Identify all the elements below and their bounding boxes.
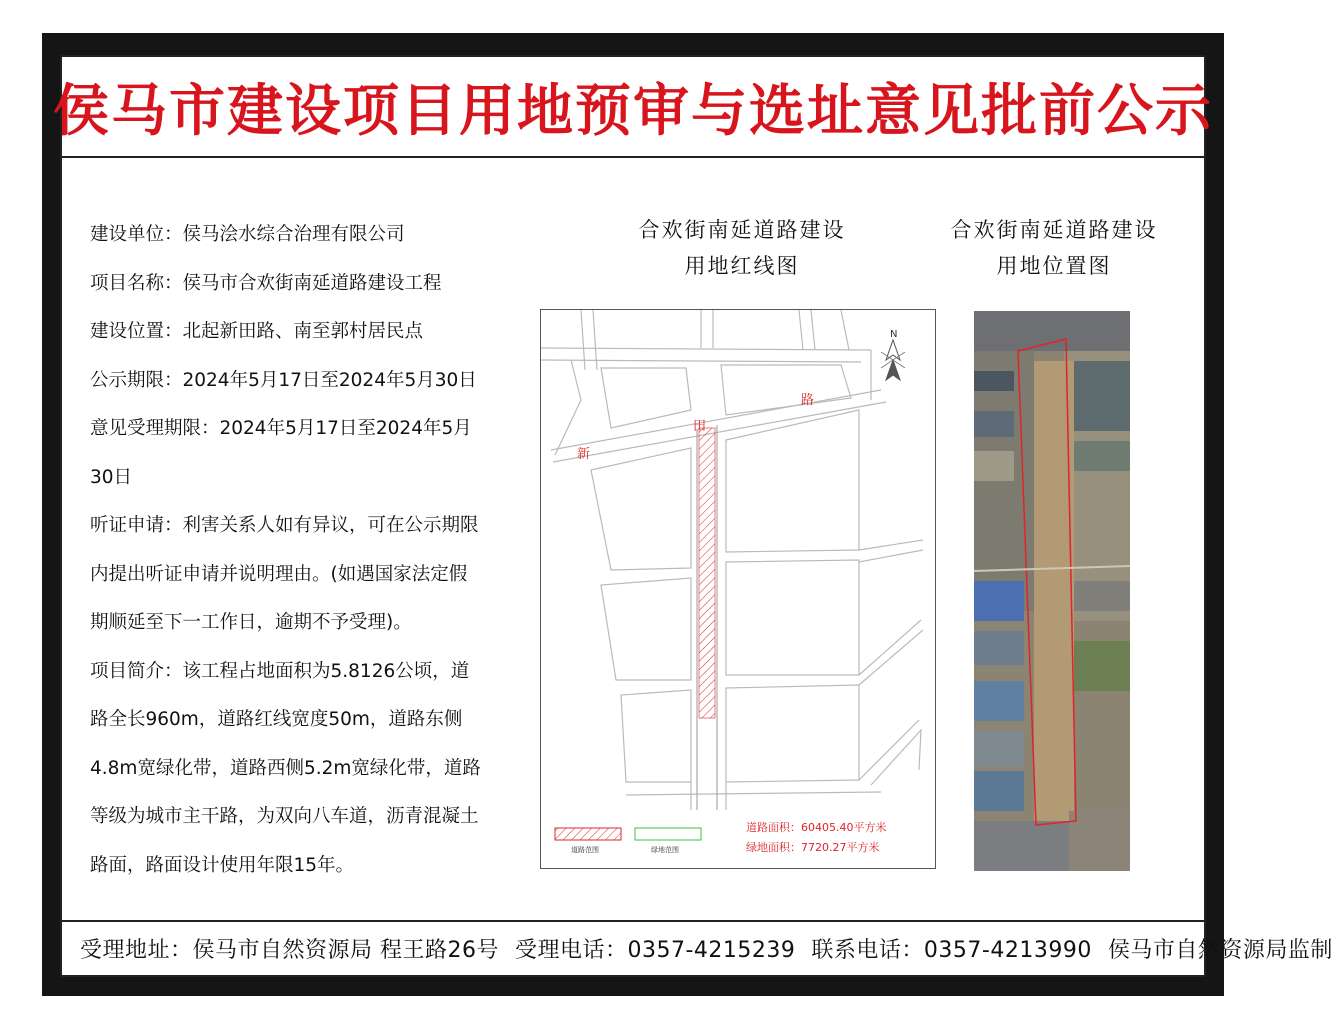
map-legend: [555, 820, 887, 854]
legend-road-swatch: [555, 828, 621, 840]
footer-contact: 联系电话：0357-4213990: [811, 938, 1092, 963]
road-label-lu: 路: [801, 393, 815, 408]
summary-line4: 等级为城市主干路，为双向八车道，沥青混凝土: [90, 806, 479, 827]
road-label-tian: 田: [693, 419, 707, 434]
legend-green-swatch: [635, 828, 701, 840]
project-info: [90, 211, 540, 890]
satellite-image: [974, 311, 1130, 871]
redline-map: [540, 309, 936, 869]
page-title: 侯马市建设项目用地预审与选址意见批前公示: [53, 78, 1213, 144]
road-area-text: 道路面积：60405.40平方米: [746, 821, 887, 834]
redline-map-drawing: [541, 310, 937, 870]
road-corridor: [697, 425, 717, 810]
location-map-title-line2: 用地位置图: [996, 254, 1112, 278]
project-name: 项目名称：侯马市合欢街南延道路建设工程: [90, 272, 442, 294]
road-redline-area: [699, 428, 715, 718]
summary-line5: 路面，路面设计使用年限15年。: [90, 854, 355, 876]
construction-location: 建设位置：北起新田路、南至郭村居民点: [90, 321, 424, 342]
footer-address: 受理地址：侯马市自然资源局 程王路26号: [80, 938, 499, 963]
footer: [62, 920, 1333, 975]
street-network: [541, 310, 923, 810]
summary-line1: 项目简介：该工程占地面积为5.8126公顷，道: [90, 660, 470, 682]
redline-map-title: [602, 212, 882, 284]
summary-line2: 路全长960m，道路红线宽度50m，道路东侧: [90, 709, 463, 730]
construction-unit: 建设单位：侯马浍水综合治理有限公司: [90, 224, 405, 245]
north-label: N: [890, 329, 898, 340]
hearing-line1: 听证申请：利害关系人如有异议，可在公示期限: [90, 515, 479, 536]
location-map-title-line1: 合欢街南延道路建设: [950, 218, 1158, 242]
green-area-text: 绿地面积：7720.27平方米: [746, 841, 880, 854]
title-bar: [53, 57, 1213, 158]
north-arrow-icon: [881, 329, 905, 380]
hearing-line2: 内提出听证申请并说明理由。(如遇国家法定假: [90, 563, 468, 585]
location-satellite-map: [974, 311, 1130, 871]
footer-supervisor: 侯马市自然资源局监制: [1107, 938, 1333, 963]
notice-board: [53, 55, 1333, 977]
location-map-title: [914, 212, 1194, 284]
opinion-period-line2: 30日: [90, 466, 133, 488]
footer-phone: 受理电话：0357-4215239: [515, 938, 796, 963]
publicity-period: 公示期限：2024年5月17日至2024年5月30日: [90, 369, 477, 391]
legend-road-label: 道路范围: [571, 846, 599, 854]
summary-line3: 4.8m宽绿化带，道路西侧5.2m宽绿化带，道路: [90, 757, 481, 779]
legend-green-label: 绿地范围: [651, 846, 679, 854]
redline-map-title-line2: 用地红线图: [684, 254, 800, 278]
road-label-xin: 新: [577, 447, 591, 462]
hearing-line3: 期顺延至下一工作日，逾期不予受理)。: [90, 612, 412, 633]
opinion-period-line1: 意见受理期限：2024年5月17日至2024年5月: [90, 418, 472, 439]
redline-map-title-line1: 合欢街南延道路建设: [638, 218, 846, 242]
